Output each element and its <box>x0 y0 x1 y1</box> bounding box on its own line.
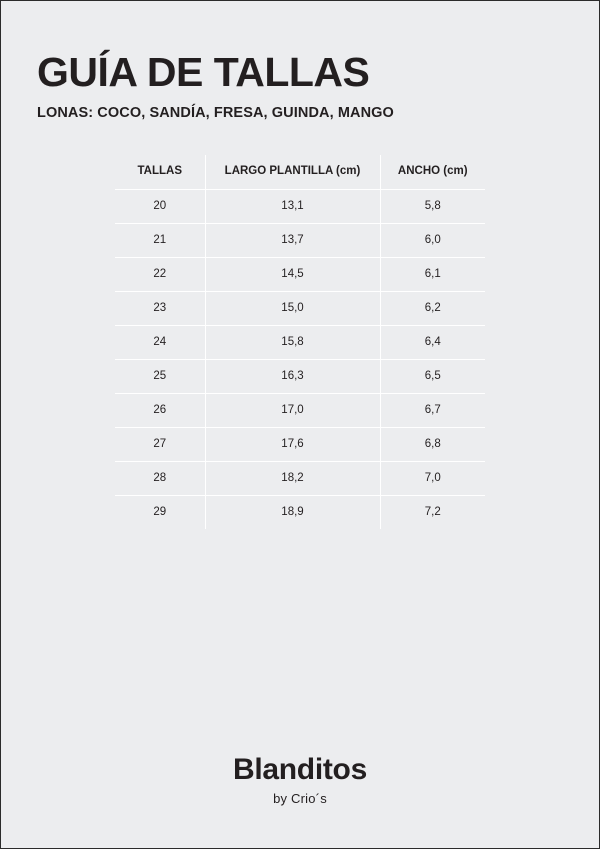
brand-tagline: by Crio´s <box>273 791 327 806</box>
cell-largo: 13,1 <box>205 190 380 224</box>
size-table <box>115 155 485 529</box>
cell-largo: 15,8 <box>205 326 380 360</box>
cell-largo: 17,6 <box>205 428 380 462</box>
cell-talla: 23 <box>115 292 205 326</box>
cell-talla: 26 <box>115 394 205 428</box>
cell-ancho: 6,7 <box>380 394 485 428</box>
cell-talla: 20 <box>115 190 205 224</box>
cell-largo: 18,9 <box>205 496 380 530</box>
table-row <box>115 496 485 530</box>
cell-ancho: 6,4 <box>380 326 485 360</box>
cell-largo: 16,3 <box>205 360 380 394</box>
page-header <box>1 1 599 121</box>
table-row <box>115 462 485 496</box>
brand-name: Blanditos <box>233 753 367 786</box>
table-row <box>115 190 485 224</box>
cell-largo: 18,2 <box>205 462 380 496</box>
cell-talla: 28 <box>115 462 205 496</box>
cell-ancho: 6,8 <box>380 428 485 462</box>
cell-talla: 22 <box>115 258 205 292</box>
cell-talla: 25 <box>115 360 205 394</box>
cell-largo: 14,5 <box>205 258 380 292</box>
size-table-container <box>1 155 599 529</box>
table-header-row <box>115 155 485 190</box>
table-body <box>115 190 485 530</box>
page-title: GUÍA DE TALLAS <box>37 49 370 95</box>
cell-largo: 17,0 <box>205 394 380 428</box>
cell-ancho: 5,8 <box>380 190 485 224</box>
cell-ancho: 6,0 <box>380 224 485 258</box>
cell-largo: 13,7 <box>205 224 380 258</box>
cell-ancho: 6,1 <box>380 258 485 292</box>
table-row <box>115 360 485 394</box>
cell-talla: 21 <box>115 224 205 258</box>
cell-talla: 27 <box>115 428 205 462</box>
page-subtitle: LONAS: COCO, SANDÍA, FRESA, GUINDA, MANGO <box>37 105 394 122</box>
table-row <box>115 428 485 462</box>
column-header-ancho: ANCHO (cm) <box>380 155 485 190</box>
table-row <box>115 394 485 428</box>
cell-talla: 29 <box>153 506 167 519</box>
table-header <box>115 155 485 190</box>
column-header-tallas: TALLAS <box>115 155 205 190</box>
cell-ancho: 7,0 <box>380 462 485 496</box>
cell-ancho: 6,2 <box>380 292 485 326</box>
cell-ancho: 6,5 <box>380 360 485 394</box>
table-row <box>115 258 485 292</box>
cell-ancho: 7,2 <box>424 506 441 519</box>
table-row <box>115 326 485 360</box>
cell-talla: 24 <box>115 326 205 360</box>
table-row <box>115 224 485 258</box>
page-footer <box>1 755 599 806</box>
cell-largo: 15,0 <box>205 292 380 326</box>
column-header-largo-plantilla: LARGO PLANTILLA (cm) <box>205 155 380 190</box>
table-row <box>115 292 485 326</box>
